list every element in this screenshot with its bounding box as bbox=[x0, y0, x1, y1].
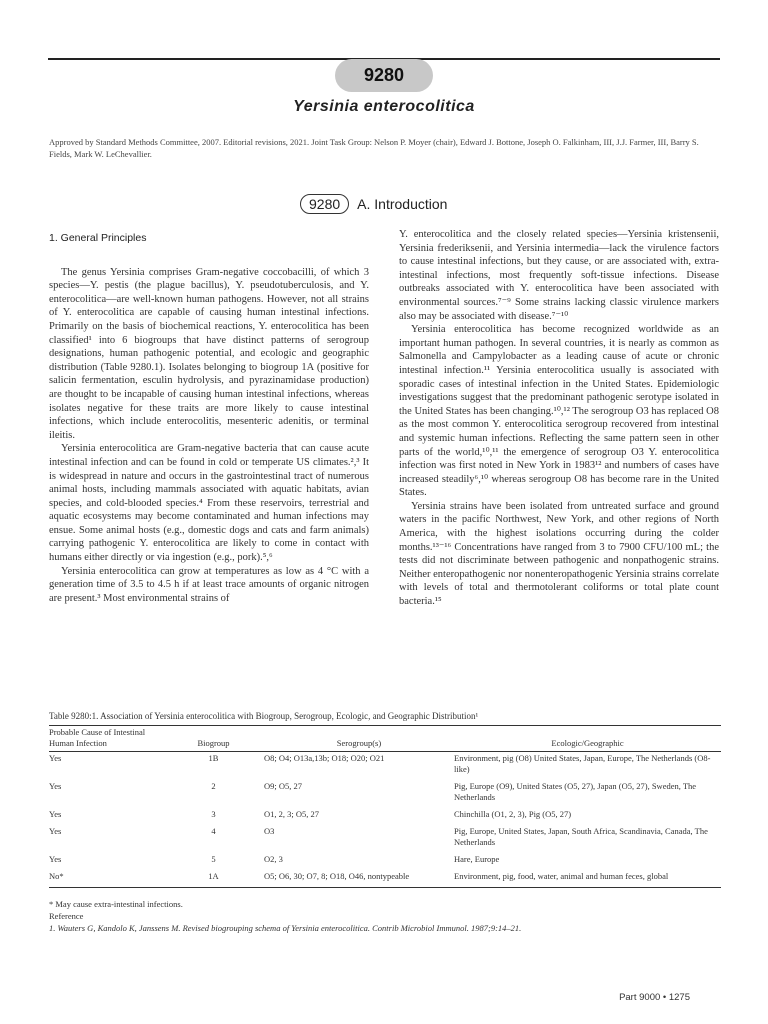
cell-infection: Yes bbox=[49, 781, 62, 791]
cell-serogroup: O8; O4; O13a,13b; O18; O20; O21 bbox=[264, 753, 385, 763]
cell-biogroup: 2 bbox=[211, 781, 216, 791]
cell-infection: Yes bbox=[49, 854, 62, 864]
table-row bbox=[49, 752, 721, 781]
header-cell: Probable Cause of Intestinal Human Infection bbox=[49, 726, 171, 752]
section-number-badge: 9280 bbox=[335, 59, 433, 92]
cell-biogroup: 1B bbox=[208, 753, 219, 763]
table-header-row bbox=[49, 726, 721, 752]
header-cell: Serogroup(s) bbox=[256, 726, 454, 752]
paragraph: The genus Yersinia comprises Gram-negative coccobacilli, of which 3 species—Y. pestis (the plague bacillus), Y. pseudotuberculosis, and Y. enterocolitica—are well-known human pathogens. However, not all strains of Y. enterocolitica are capable of causing human intestinal infections. Primarily on the basis of biochemical reactions, Y. enterocolitica has been classified¹ into 6 biogroups that have distinct patterns of serogroup designations, human pathogenic potential, and ecologic and geographic distribution (Table 9280.1). Isolates belonging to biogroup 1A (positive for salicin fermentation, esculin hydrolysis, and pyrazinamidase production) are thought to be incapable of causing human intestinal infections, whereas isolates negative for these traits are more likely to cause intestinal infections, which include enterocolitis, mesenteric adenitis, or terminal ileitis. bbox=[49, 266, 369, 441]
cell-biogroup: 4 bbox=[211, 826, 216, 836]
cell-biogroup: 1A bbox=[171, 870, 256, 888]
table-notes bbox=[49, 898, 721, 934]
table-row bbox=[49, 825, 721, 853]
approval-note: Approved by Standard Methods Committee, 2007. Editorial revisions, 2021. Joint Task Group: Nelson P. Moyer (chair), Edward J. Bottone, Joseph O. Falkinham, III, J.J. Farmer, III, Barry S. Fields, Mark W. LeChevallier. bbox=[49, 137, 699, 159]
header-cell: Biogroup bbox=[171, 726, 256, 752]
table-footnote: * May cause extra-intestinal infections. bbox=[49, 899, 183, 909]
paragraph: Yersinia strains have been isolated from untreated surface and ground waters in the pacific Northwest, New York, and other regions of North America, with the highest isolations occurring during the colder months.¹³⁻¹⁶ Concentrations have ranged from 3 to 7900 CFU/100 mL; the tests did not discriminate between pathogenic and nonpathogenic strains. Neither enteropathogenic nor nonenteropathogenic Yersinia strains correlate with levels of total and thermotolerant coliforms or total plate count bacteria.¹⁵ bbox=[399, 500, 719, 608]
reference-entry: 1. Wauters G, Kandolo K, Janssens M. Revised biogrouping schema of Yersinia enterocolitica. Contrib Microbiol Immunol. 1987;9:14–21. bbox=[49, 923, 522, 933]
page-title: Yersinia enterocolitica bbox=[293, 98, 475, 115]
cell-infection: No* bbox=[49, 870, 171, 888]
subsection-title: A. Introduction bbox=[357, 196, 448, 212]
paragraph: Yersinia enterocolitica has become recognized worldwide as an important human pathogen. In several countries, it is nearly as common as Salmonella and Campylobacter as a leading cause of acute or chronic intestinal infection.¹¹ Yersinia enterocolitica usually is associated with sporadic cases of intestinal infection in the United States. Epidemiologic investigations suggest that the predominant pathogenic serotype isolated in the United States has been changing.¹⁰,¹² The serogroup O3 has replaced O8 as the most common Y. enterocolitica serogroup recovered from intestinal and systemic human infections. Reflecting the same pattern seen in other parts of the world,¹⁰,¹¹ the emergence of serogroup O3 Y. enterocolitica infection was first noted in New York in 1983¹² and numbers of cases have increased steadily⁶,¹⁰ whereas serogroup O8 has become rare in the United States. bbox=[399, 324, 719, 499]
general-principles-heading: 1. General Principles bbox=[49, 232, 147, 244]
distribution-table bbox=[49, 725, 721, 888]
cell-ecologic: Environment, pig, food, water, animal and human feces, global bbox=[454, 870, 721, 888]
cell-ecologic: Chinchilla (O1, 2, 3), Pig (O5, 27) bbox=[454, 809, 572, 819]
page-number: Part 9000 • 1275 bbox=[619, 992, 690, 1003]
subsection-number: 9280 bbox=[300, 194, 349, 214]
left-column bbox=[49, 228, 369, 605]
cell-serogroup: O9; O5, 27 bbox=[264, 781, 303, 791]
cell-ecologic: Pig, Europe (O9), United States (O5, 27), Japan (O5, 27), Sweden, The Netherlands bbox=[454, 781, 697, 802]
subsection-heading bbox=[300, 194, 447, 214]
paragraph: Yersinia enterocolitica can grow at temperatures as low as 4 °C with a generation time of 3.5 to 4.5 h if at least trace amounts of organic nitrogen are present.³ Most environmental strains of bbox=[49, 565, 369, 604]
header-cell: Ecologic/Geographic bbox=[454, 726, 721, 752]
right-column bbox=[399, 228, 719, 609]
table-caption: Table 9280:1. Association of Yersinia enterocolitica with Biogroup, Serogroup, Ecologic, and Geographic Distribution¹ bbox=[49, 711, 479, 721]
cell-biogroup: 5 bbox=[211, 854, 216, 864]
table-row bbox=[49, 808, 721, 825]
cell-infection: Yes bbox=[49, 826, 62, 836]
cell-serogroup: O2, 3 bbox=[264, 854, 283, 864]
cell-ecologic: Hare, Europe bbox=[454, 854, 500, 864]
cell-biogroup: 3 bbox=[211, 809, 216, 819]
paragraph: Yersinia enterocolitica are Gram-negative bacteria that can cause acute intestinal infection and can be found in cold or temperate US climates.²,³ It is widespread in nature and occurs in the gastrointestinal tract of numerous animal hosts, including mammals associated with aquatic habitats, avian species, and cold-blooded species.⁴ From these reservoirs, terrestrial and aquatic ecosystems may become contaminated and human infections may ensue. Some animal hosts (e.g., domestic dogs and cats and farm animals) carrying pathogenic Y. enterocolitica are likely to come in contact with humans either directly or via ingestion (e.g., pork).⁵,⁶ bbox=[49, 443, 369, 564]
table-row bbox=[49, 870, 721, 888]
cell-serogroup: O5; O6, 30; O7, 8; O18, O46, nontypeable bbox=[256, 870, 454, 888]
reference-heading: Reference bbox=[49, 911, 84, 921]
cell-serogroup: O3 bbox=[264, 826, 275, 836]
cell-ecologic: Environment, pig (O8) United States, Japan, Europe, The Netherlands (O8-like) bbox=[454, 753, 711, 774]
paragraph: Y. enterocolitica and the closely related species—Yersinia kristensenii, Yersinia frederiksenii, and Yersinia intermedia—lack the virulence factors to cause intestinal infections, but they cause, or are associated with, extra-intestinal infections, most frequently soft-tissue infections. Disease outbreaks associated with Y. enterocolitica have been associated with environmental sources.⁷⁻⁹ Some strains lacking classic virulence markers also may be associated with disease.⁷⁻¹⁰ bbox=[399, 229, 719, 322]
cell-infection: Yes bbox=[49, 809, 62, 819]
cell-ecologic: Pig, Europe, United States, Japan, South Africa, Scandinavia, Canada, The Netherlands bbox=[454, 826, 708, 847]
cell-infection: Yes bbox=[49, 753, 62, 763]
cell-serogroup: O1, 2, 3; O5, 27 bbox=[264, 809, 320, 819]
table-row bbox=[49, 853, 721, 870]
table-row bbox=[49, 780, 721, 808]
